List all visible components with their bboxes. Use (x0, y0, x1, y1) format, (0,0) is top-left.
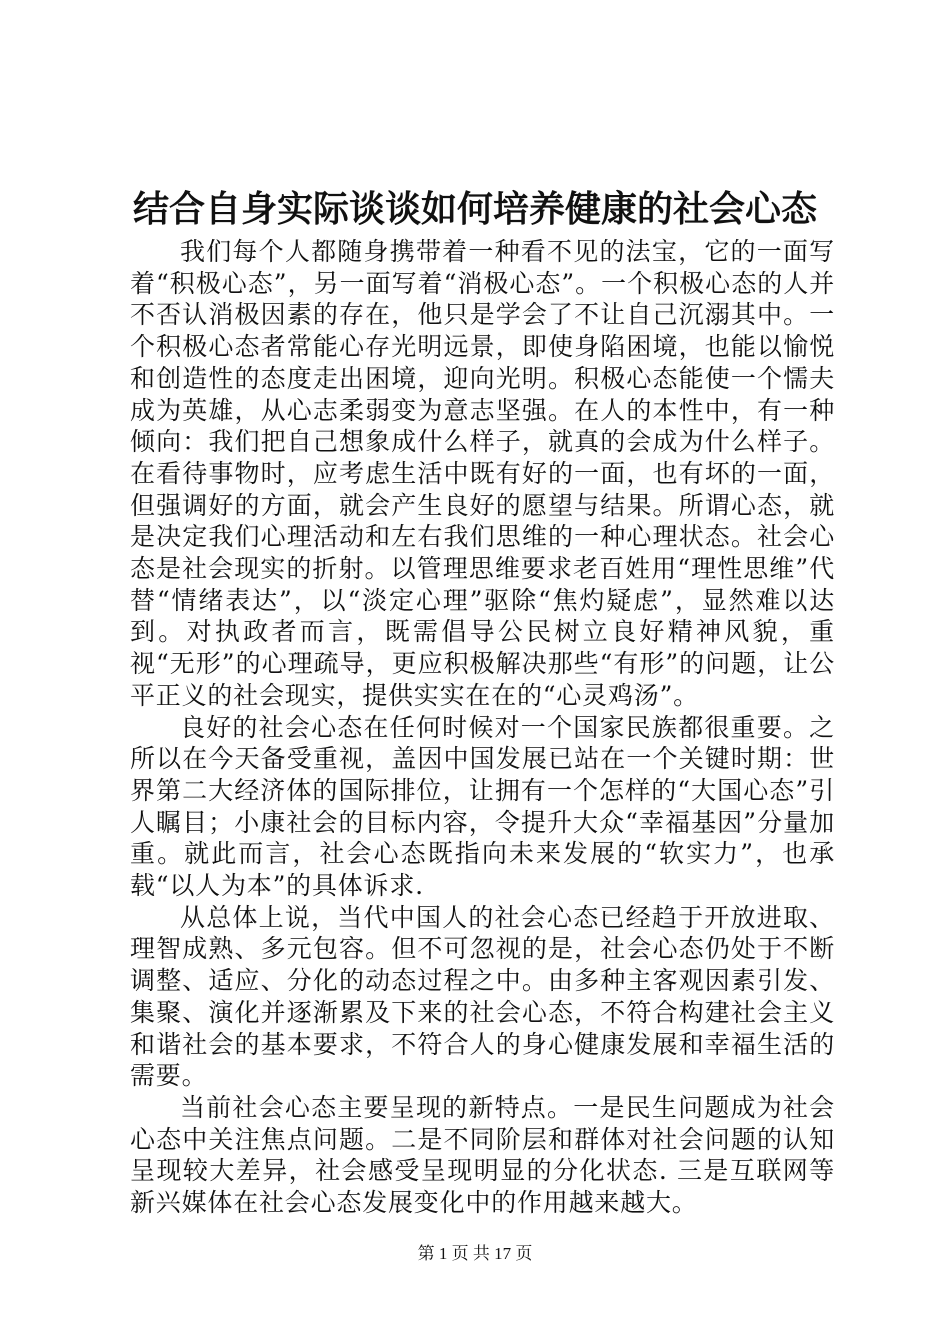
document-title: 结合自身实际谈谈如何培养健康的社会心态 (132, 188, 817, 230)
document-body (130, 236, 835, 1219)
page-number-footer: 第 1 页 共 17 页 (417, 1244, 533, 1263)
paragraph-2: 良好的社会心态在任何时候对一个国家民族都很重要。之所以在今天备受重视，盖因中国发展已站在一个关键时期：世界第二大经济体的国际排位，让拥有一个怎样的“大国心态”引人瞩目；小康社会的目标内容，令提升大众“幸福基因”分量加重。就此而言，社会心态既指向未来发展的“软实力”，也承载“以人为本”的具体诉求. (130, 712, 835, 901)
paragraph-3: 从总体上说，当代中国人的社会心态已经趋于开放进取、理智成熟、多元包容。但不可忽视的是，社会心态仍处于不断调整、适应、分化的动态过程之中。由多种主客观因素引发、集聚、演化并逐渐累及下来的社会心态，不符合构建社会主义和谐社会的基本要求，不符合人的身心健康发展和幸福生活的需要。 (130, 902, 835, 1091)
paragraph-4: 当前社会心态主要呈现的新特点。一是民生问题成为社会心态中关注焦点问题。二是不同阶层和群体对社会问题的认知呈现较大差异，社会感受呈现明显的分化状态. 三是互联网等新兴媒体在社会心态发展变化中的作用越来越大。 (130, 1092, 835, 1218)
paragraph-1: 我们每个人都随身携带着一种看不见的法宝，它的一面写着“积极心态”，另一面写着“消极心态”。一个积极心态的人并不否认消极因素的存在，他只是学会了不让自己沉溺其中。一个积极心态者常能心存光明远景，即使身陷困境，也能以愉悦和创造性的态度走出困境，迎向光明。积极心态能使一个懦夫成为英雄，从心志柔弱变为意志坚强。在人的本性中，有一种倾向：我们把自己想象成什么样子，就真的会成为什么样子。在看待事物时，应考虑生活中既有好的一面，也有坏的一面，但强调好的方面，就会产生良好的愿望与结果。所谓心态，就是决定我们心理活动和左右我们思维的一种心理状态。社会心态是社会现实的折射。以管理思维要求老百姓用“理性思维”代替“情绪表达”，以“淡定心理”驱除“焦灼疑虑”，显然难以达到。对执政者而言，既需倡导公民树立良好精神风貌，重视“无形”的心理疏导，更应积极解决那些“有形”的问题，让公平正义的社会现实，提供实实在在的“心灵鸡汤”。 (130, 237, 835, 710)
